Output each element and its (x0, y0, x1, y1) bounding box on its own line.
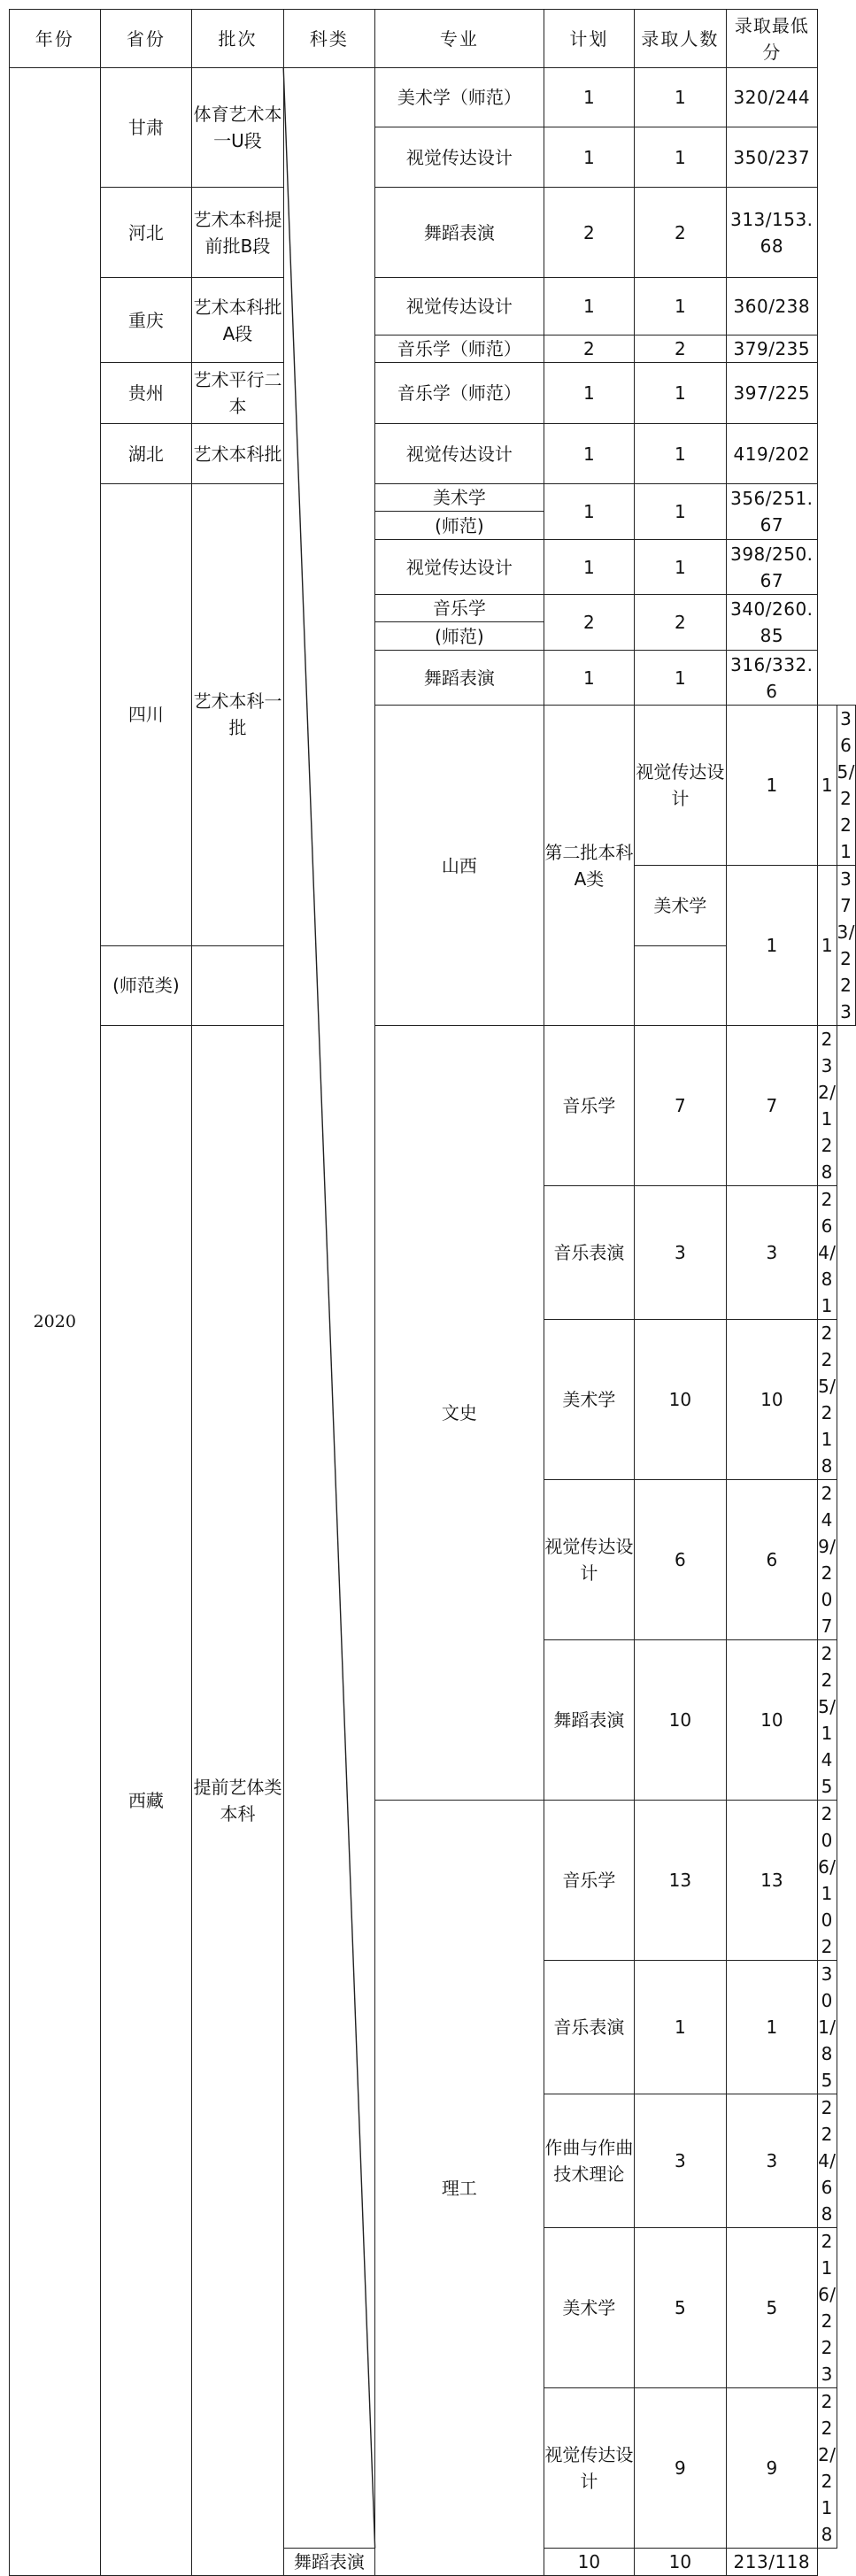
major-cell: 视觉传达设计 (375, 127, 544, 188)
score-cell: 398/250.67 (726, 540, 817, 595)
header-year: 年份 (10, 10, 101, 68)
table-row (10, 484, 856, 512)
admission-table (9, 9, 856, 2576)
admitted-cell: 1 (635, 68, 726, 127)
admitted-cell: 3 (726, 1186, 817, 1320)
header-admitted: 录取人数 (635, 10, 726, 68)
major-cell-sub: (师范) (375, 622, 544, 651)
score-cell: 365/221 (837, 706, 855, 866)
plan-cell: 13 (635, 1801, 726, 1961)
major-cell: 视觉传达设计 (544, 1480, 635, 1640)
score-cell: 340/260.85 (726, 595, 817, 651)
plan-cell: 2 (544, 335, 635, 363)
major-cell: 美术学 (635, 866, 726, 946)
score-cell: 224/68 (818, 2094, 837, 2228)
admitted-cell: 2 (635, 335, 726, 363)
plan-cell: 1 (544, 363, 635, 424)
admitted-cell: 13 (726, 1801, 817, 1961)
admitted-cell: 1 (635, 363, 726, 424)
score-cell: 379/235 (726, 335, 817, 363)
batch-cell: 第二批本科A类 (544, 706, 635, 1026)
score-cell: 373/223 (837, 866, 855, 1026)
admitted-cell: 1 (818, 866, 837, 1026)
score-cell: 313/153.68 (726, 188, 817, 278)
major-cell-sub: (师范) (375, 512, 544, 540)
major-cell: 视觉传达设计 (375, 278, 544, 335)
admitted-cell: 10 (726, 1320, 817, 1480)
admitted-cell: 1 (635, 540, 726, 595)
major-cell: 美术学 (544, 1320, 635, 1480)
batch-cell: 提前艺体类本科 (192, 1026, 283, 2576)
batch-cell: 艺术平行二本 (192, 363, 283, 424)
major-cell: 舞蹈表演 (544, 1640, 635, 1801)
plan-cell: 10 (635, 1320, 726, 1480)
score-cell: 419/202 (726, 424, 817, 484)
major-cell: 音乐学 (544, 1026, 635, 1186)
admitted-cell: 6 (726, 1480, 817, 1640)
major-cell: 音乐学 (375, 595, 544, 622)
header-plan: 计划 (544, 10, 635, 68)
admitted-cell: 2 (635, 595, 726, 651)
province-cell: 四川 (100, 484, 192, 946)
plan-cell: 1 (726, 866, 817, 1026)
major-cell: 舞蹈表演 (283, 2549, 374, 2576)
major-cell: 音乐学（师范） (375, 363, 544, 424)
major-cell: 美术学 (375, 484, 544, 512)
category-cell: 理工 (375, 1801, 544, 2576)
score-cell: 316/332.6 (726, 651, 817, 706)
score-cell: 264/81 (818, 1186, 837, 1320)
score-cell: 249/207 (818, 1480, 837, 1640)
major-cell: 视觉传达设计 (375, 424, 544, 484)
score-cell: 222/218 (818, 2388, 837, 2549)
score-cell: 213/118 (726, 2549, 817, 2576)
score-cell: 320/244 (726, 68, 817, 127)
major-cell: 舞蹈表演 (375, 188, 544, 278)
admitted-cell: 1 (635, 484, 726, 540)
score-cell: 397/225 (726, 363, 817, 424)
score-cell: 216/223 (818, 2228, 837, 2388)
header-category: 科类 (283, 10, 374, 68)
province-cell: 河北 (100, 188, 192, 278)
province-cell: 甘肃 (100, 68, 192, 188)
province-cell: 贵州 (100, 363, 192, 424)
header-province: 省份 (100, 10, 192, 68)
major-cell: 音乐表演 (544, 1961, 635, 2094)
admitted-cell: 3 (726, 2094, 817, 2228)
plan-cell: 2 (544, 188, 635, 278)
header-major: 专业 (375, 10, 544, 68)
plan-cell: 10 (544, 2549, 635, 2576)
plan-cell: 3 (635, 1186, 726, 1320)
score-cell: 225/145 (818, 1640, 837, 1801)
admitted-cell: 2 (635, 188, 726, 278)
batch-cell: 体育艺术本一U段 (192, 68, 283, 188)
admitted-cell: 1 (726, 1961, 817, 2094)
admitted-cell: 7 (726, 1026, 817, 1186)
score-cell: 301/85 (818, 1961, 837, 2094)
header-row (10, 10, 856, 68)
major-cell-sub: (师范类) (100, 945, 192, 1026)
plan-cell: 5 (635, 2228, 726, 2388)
batch-cell: 艺术本科一批 (192, 484, 283, 946)
plan-cell: 1 (544, 424, 635, 484)
score-cell: 356/251.67 (726, 484, 817, 540)
plan-cell: 10 (635, 1640, 726, 1801)
score-cell: 206/102 (818, 1801, 837, 1961)
plan-cell: 7 (635, 1026, 726, 1186)
year-cell: 2020 (10, 68, 101, 2576)
province-cell: 湖北 (100, 424, 192, 484)
plan-cell: 1 (544, 484, 635, 540)
batch-cell: 艺术本科批A段 (192, 278, 283, 363)
plan-cell: 1 (726, 706, 817, 866)
admitted-cell: 1 (635, 651, 726, 706)
batch-cell: 艺术本科提前批B段 (192, 188, 283, 278)
province-cell: 山西 (375, 706, 544, 1026)
plan-cell: 1 (544, 278, 635, 335)
admitted-cell: 10 (635, 2549, 726, 2576)
major-cell: 音乐表演 (544, 1186, 635, 1320)
table-row (10, 363, 856, 424)
category-cell-diagonal (283, 68, 374, 2549)
score-cell: 350/237 (726, 127, 817, 188)
major-cell: 音乐学 (544, 1801, 635, 1961)
batch-cell: 艺术本科批 (192, 424, 283, 484)
table-row (10, 68, 856, 127)
score-cell: 225/218 (818, 1320, 837, 1480)
major-cell: 视觉传达设计 (375, 540, 544, 595)
plan-cell: 3 (635, 2094, 726, 2228)
plan-cell: 2 (544, 595, 635, 651)
admitted-cell: 1 (635, 127, 726, 188)
admitted-cell: 1 (818, 706, 837, 866)
admitted-cell: 10 (726, 1640, 817, 1801)
major-cell: 美术学（师范） (375, 68, 544, 127)
major-cell: 美术学 (544, 2228, 635, 2388)
score-cell: 232/128 (818, 1026, 837, 1186)
plan-cell: 1 (544, 540, 635, 595)
admitted-cell: 1 (635, 424, 726, 484)
category-cell: 文史 (375, 1026, 544, 1801)
admitted-cell: 5 (726, 2228, 817, 2388)
major-cell: 音乐学（师范） (375, 335, 544, 363)
major-cell: 作曲与作曲技术理论 (544, 2094, 635, 2228)
plan-cell: 6 (635, 1480, 726, 1640)
plan-cell: 1 (544, 651, 635, 706)
admitted-cell: 1 (635, 278, 726, 335)
plan-cell: 1 (544, 127, 635, 188)
province-cell: 重庆 (100, 278, 192, 363)
table-row (10, 424, 856, 484)
score-cell: 360/238 (726, 278, 817, 335)
plan-cell: 1 (544, 68, 635, 127)
province-cell: 西藏 (100, 1026, 192, 2576)
plan-cell: 1 (635, 1961, 726, 2094)
major-cell: 舞蹈表演 (375, 651, 544, 706)
table-row (10, 1026, 856, 1186)
major-cell: 视觉传达设计 (544, 2388, 635, 2549)
table-row (10, 278, 856, 335)
admitted-cell: 9 (726, 2388, 817, 2549)
plan-cell: 9 (635, 2388, 726, 2549)
header-batch: 批次 (192, 10, 283, 68)
header-min-score: 录取最低分 (726, 10, 817, 68)
table-row (10, 188, 856, 278)
major-cell: 视觉传达设计 (635, 706, 726, 866)
